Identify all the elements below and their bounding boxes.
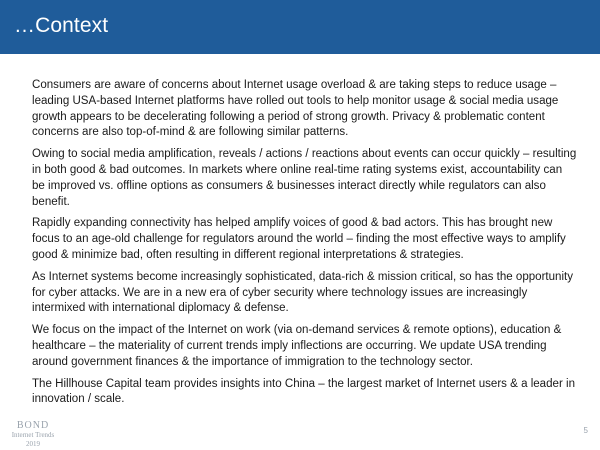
paragraph-cyber-security: As Internet systems become increasingly sophisticated, data-rich & mission critical, so has the opportunity for cyber attacks. We are in a new era of cyber security where technology issues are increasingly intermixed with international diplomacy & defense.: [32, 270, 574, 315]
paragraph-social-amplification: Owing to social media amplification, reveals / actions / reactions about events can occur quickly – resulting in both good & bad outcomes. In markets where online real-time rating systems exist, accountability can be improved vs. offline options as consumers & businesses interact directly while regulators can also benefit.: [32, 148, 577, 208]
paragraph-usage-concerns: Consumers are aware of concerns about Internet usage overload & are taking steps to reduce usage – leading USA-based Internet platforms have rolled out tools to help monitor usage & social media usage growth appears to be decelerating following a period of strong growth. Privacy & problematic content concerns are also top-of-mind & are following similar patterns.: [32, 79, 559, 139]
bond-logo: [4, 420, 62, 449]
title-bar: [0, 0, 600, 54]
paragraph-china: The Hillhouse Capital team provides insights into China – the largest market of Internet users & a leader in innovation / scale.: [32, 377, 575, 406]
paragraph-regulation: Rapidly expanding connectivity has helped amplify voices of good & bad actors. This has brought new focus to an age-old challenge for regulators around the world – finding the most effective ways to amplify good & minimize bad, often resulting in different regional interpretations & strategies.: [32, 217, 566, 261]
logo-brand: BOND: [16, 420, 50, 431]
page-number: 5: [583, 426, 588, 435]
logo-subtitle: Internet Trends: [11, 431, 55, 439]
paragraph-work-education-healthcare: We focus on the impact of the Internet on work (via on-demand services & remote options), education & healthcare – the materiality of current trends imply inflections are occurring. We update USA trending around government finances & the importance of immigration to the technology sector.: [32, 324, 562, 368]
body-text: [32, 78, 578, 414]
logo-year: 2019: [26, 440, 40, 448]
page-title: …Context: [14, 14, 109, 37]
